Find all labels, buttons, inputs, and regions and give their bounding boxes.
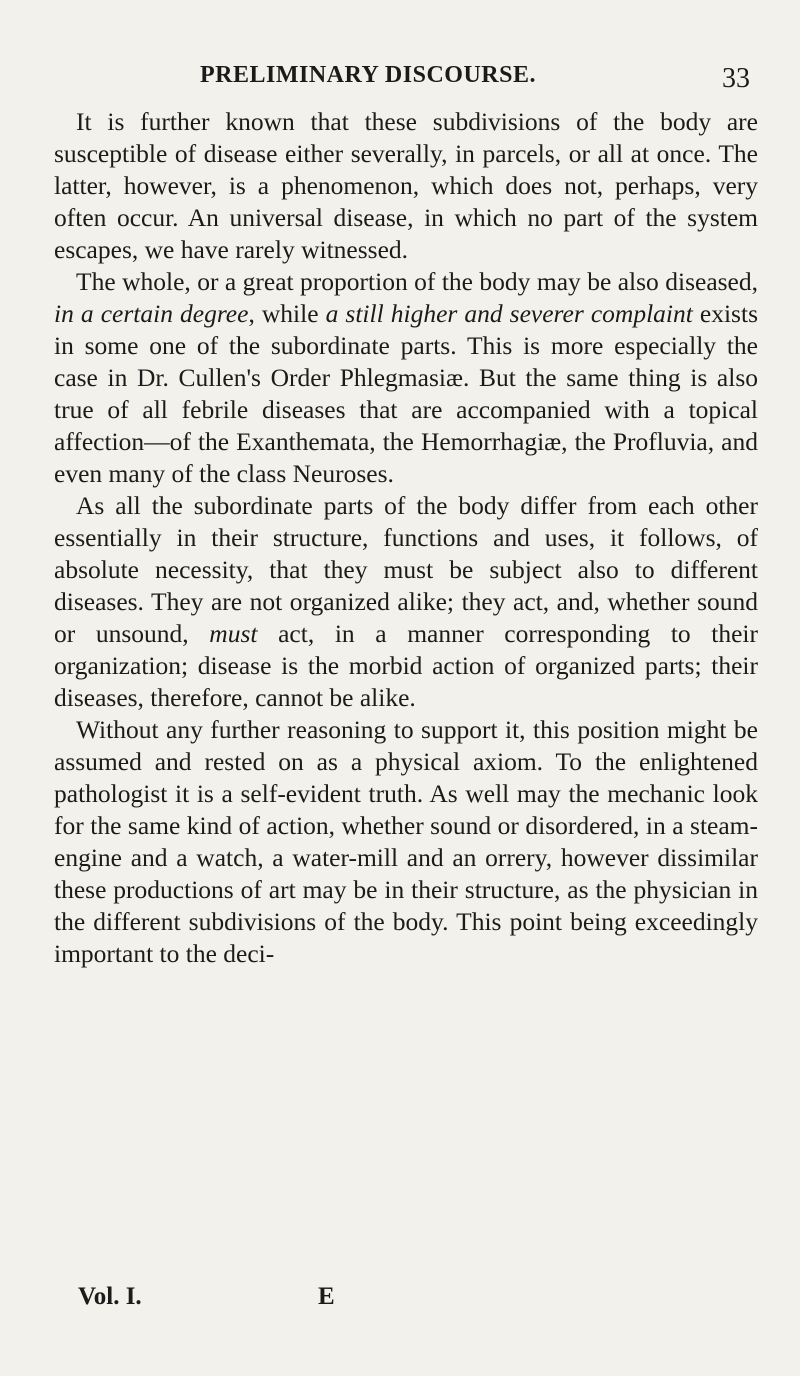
running-head: PRELIMINARY DISCOURSE. [200,62,536,88]
signature-mark: E [318,1283,335,1310]
paragraph-1: It is further known that these subdivisions of the body are susceptible of disease either severally, in parcels, or all at once. The latter, however, is a phenomenon, which does not, perhaps, very often occur. An universal disease, in which no part of the system escapes, we have rarely witnessed. [54,107,758,264]
paragraph-3 [54,490,758,714]
paragraph-2-text-b: , while [248,299,326,328]
paragraph-3-italic-a: must [209,619,258,648]
paragraph-2-italic-b: a still higher and severer complaint [325,299,693,328]
paragraph-4: Without any further reasoning to support it, this position might be assumed and rested on as a physical axiom. To the enlightened pathologist it is a self-evident truth. As well may the mechanic look for the same kind of action, whether sound or disordered, in a steam-engine and a watch, a water-mill and an orrery, however dissimilar these productions of art may be in their structure, as the physician in the different subdivisions of the body. This point being exceedingly important to the deci- [54,715,758,968]
paragraph-2-italic-a: in a certain degree [54,299,249,328]
page-number: 33 [722,63,750,94]
body-text [54,106,758,970]
paragraph-2-text-a: The whole, or a great proportion of the body may be also diseased, [76,267,758,296]
paragraph-3-text-a: As all the subordinate parts of the body differ from each other essentially in their structure, functions and uses, it follows, of absolute necessity, that they must be subject also to different diseases. They are not organized alike; they act, and, whether sound or unsound, [54,491,758,648]
paragraph-3-text-b: act, in a manner corresponding to their organization; disease is the morbid action of organized parts; their diseases, therefore, cannot be alike. [54,619,759,712]
volume-label: Vol. I. [78,1283,142,1310]
paragraph-2 [54,266,758,490]
paragraph-2-text-c: exists in some one of the subordinate parts. This is more especially the case in Dr. Cullen's Order Phlegmasiæ. But the same thing is also true of all febrile diseases that are accompanied with a topical affection—of the Exanthemata, the Hemorrhagiæ, the Profluvia, and even many of the class Neuroses. [54,299,758,488]
